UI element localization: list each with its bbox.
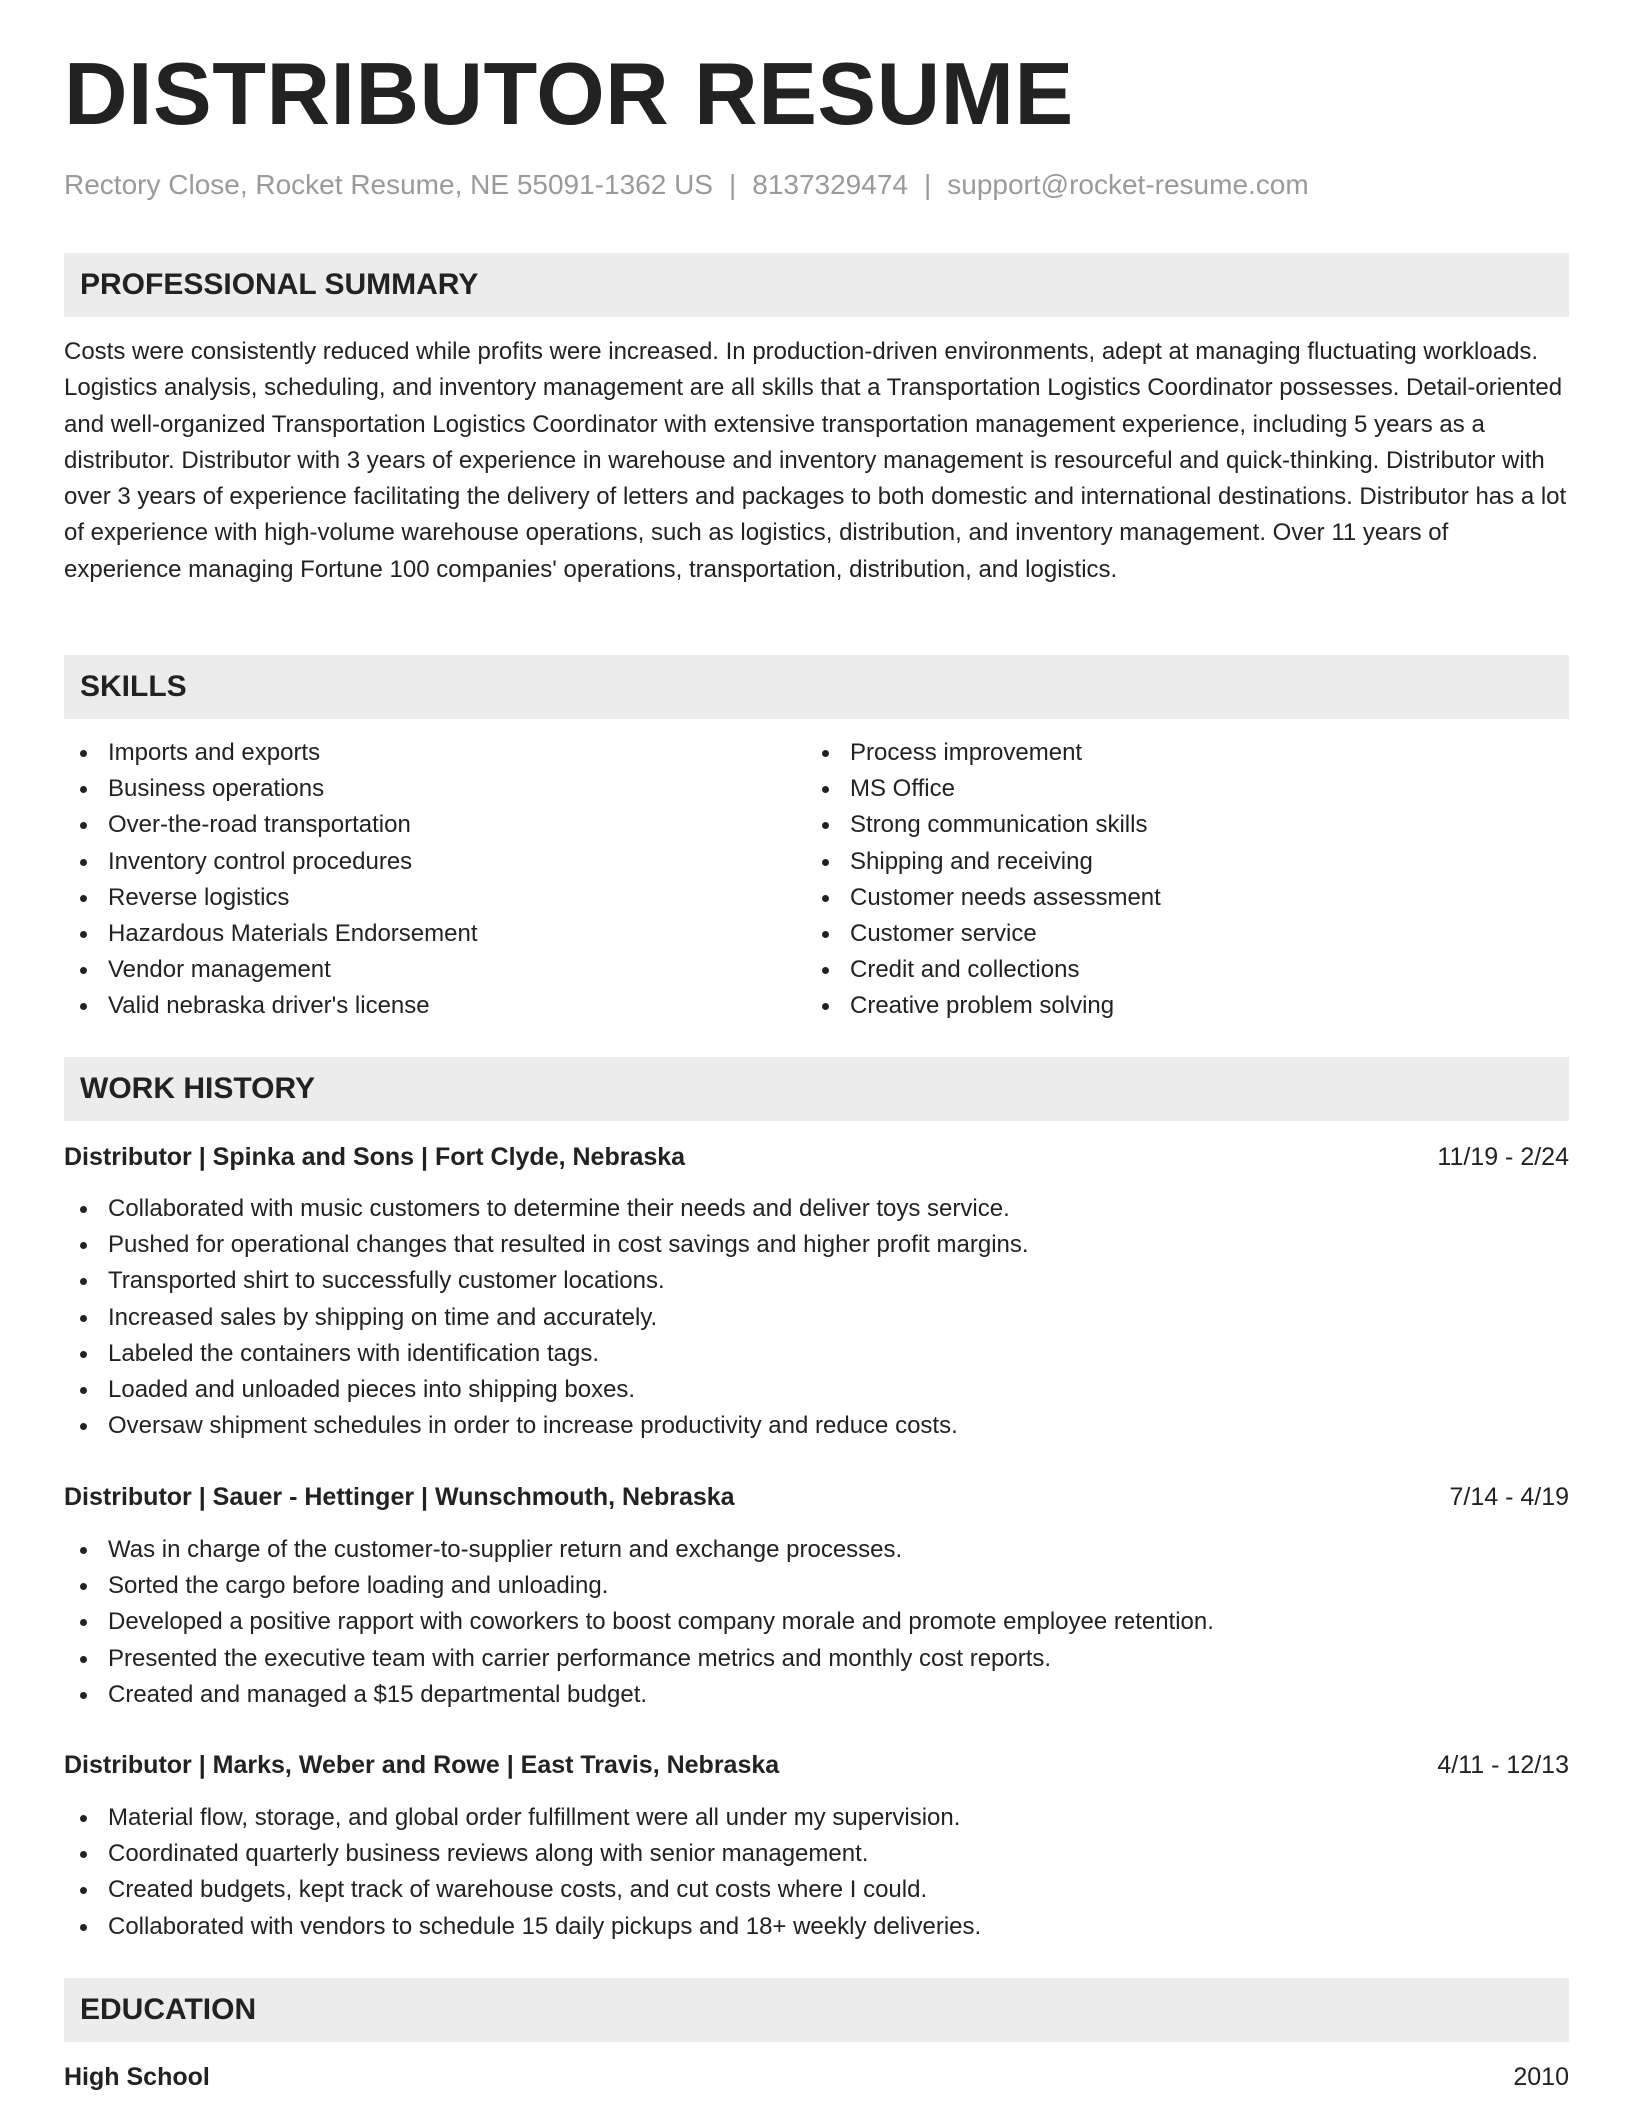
phone: 8137329474 xyxy=(752,169,908,200)
job-title: Distributor | Spinka and Sons | Fort Clyde, Nebraska xyxy=(64,1142,686,1171)
skills-list-left xyxy=(64,735,804,1025)
skill-item: Inventory control procedures xyxy=(64,844,804,880)
skill-item: Vendor management xyxy=(64,952,804,988)
resume-title: DISTRIBUTOR RESUME xyxy=(64,44,1074,143)
job-dates: 11/19 - 2/24 xyxy=(1437,1142,1569,1171)
job-bullet: Was in charge of the customer-to-supplier return and exchange processes. xyxy=(64,1532,1569,1568)
contact-separator: | xyxy=(923,169,932,200)
job-bullet-list xyxy=(64,1191,1569,1444)
skill-item: Process improvement xyxy=(806,735,1546,771)
education-year: 2010 xyxy=(1513,2062,1569,2091)
section-header-summary: PROFESSIONAL SUMMARY xyxy=(64,253,1569,317)
job-bullet: Coordinated quarterly business reviews along with senior management. xyxy=(64,1836,1569,1872)
summary-text: Costs were consistently reduced while profits were increased. In production-driven environments, adept at managing fluctuating workloads. Logistics analysis, scheduling, and inventory management are all skills that a Transportation Logistics Coordinator possesses. Detail-oriented and well-organized Transportation Logistics Coordinator with extensive transportation management experience, including 5 years as a distributor. Distributor with 3 years of experience in warehouse and inventory management is resourceful and quick-thinking. Distributor with over 3 years of experience facilitating the delivery of letters and packages to both domestic and international destinations. Distributor has a lot of experience with high-volume warehouse operations, such as logistics, distribution, and inventory management. Over 11 years of experience managing Fortune 100 companies' operations, transportation, distribution, and logistics. xyxy=(64,338,1567,583)
skill-item: Credit and collections xyxy=(806,952,1546,988)
skill-item: Shipping and receiving xyxy=(806,844,1546,880)
job-bullet: Increased sales by shipping on time and accurately. xyxy=(64,1300,1569,1336)
job-dates: 4/11 - 12/13 xyxy=(1437,1750,1569,1779)
section-header-skills: SKILLS xyxy=(64,655,1569,719)
job-header xyxy=(64,1139,1569,1175)
job-bullet-list xyxy=(64,1532,1569,1713)
education-entry xyxy=(64,2059,1569,2095)
job-title: Distributor | Sauer - Hettinger | Wunschmouth, Nebraska xyxy=(64,1482,735,1511)
job-title: Distributor | Marks, Weber and Rowe | East Travis, Nebraska xyxy=(64,1750,780,1779)
skill-item: Valid nebraska driver's license xyxy=(64,988,804,1024)
job-bullet: Material flow, storage, and global order fulfillment were all under my supervision. xyxy=(64,1800,1569,1836)
job-bullet: Sorted the cargo before loading and unloading. xyxy=(64,1568,1569,1604)
job-bullet: Labeled the containers with identification tags. xyxy=(64,1336,1569,1372)
job-bullet: Created and managed a $15 departmental budget. xyxy=(64,1677,1569,1713)
education-degree: High School xyxy=(64,2062,210,2091)
section-header-education: EDUCATION xyxy=(64,1978,1569,2042)
skill-item: Strong communication skills xyxy=(806,807,1546,843)
skill-item: Customer needs assessment xyxy=(806,880,1546,916)
skill-item: Imports and exports xyxy=(64,735,804,771)
skill-item: Business operations xyxy=(64,771,804,807)
contact-line xyxy=(64,168,1309,202)
contact-separator: | xyxy=(728,169,737,200)
job-bullet: Oversaw shipment schedules in order to increase productivity and reduce costs. xyxy=(64,1408,1569,1444)
skill-item: Creative problem solving xyxy=(806,988,1546,1024)
job-bullet: Pushed for operational changes that resulted in cost savings and higher profit margins. xyxy=(64,1227,1569,1263)
job-bullet-list xyxy=(64,1800,1569,1945)
address: Rectory Close, Rocket Resume, NE 55091-1362 US xyxy=(64,169,713,200)
skill-item: Reverse logistics xyxy=(64,880,804,916)
job-header xyxy=(64,1479,1569,1515)
skill-item: Hazardous Materials Endorsement xyxy=(64,916,804,952)
job-bullet: Created budgets, kept track of warehouse costs, and cut costs where I could. xyxy=(64,1872,1569,1908)
job-bullet: Collaborated with music customers to determine their needs and deliver toys service. xyxy=(64,1191,1569,1227)
job-dates: 7/14 - 4/19 xyxy=(1449,1482,1569,1511)
job-bullet: Presented the executive team with carrier performance metrics and monthly cost reports. xyxy=(64,1641,1569,1677)
job-bullet: Collaborated with vendors to schedule 15 daily pickups and 18+ weekly deliveries. xyxy=(64,1909,1569,1945)
skill-item: Customer service xyxy=(806,916,1546,952)
job-header xyxy=(64,1747,1569,1783)
job-bullet: Developed a positive rapport with coworkers to boost company morale and promote employee retention. xyxy=(64,1604,1569,1640)
skill-item: Over-the-road transportation xyxy=(64,807,804,843)
job-bullet: Transported shirt to successfully customer locations. xyxy=(64,1263,1569,1299)
email: support@rocket-resume.com xyxy=(947,169,1309,200)
job-bullet: Loaded and unloaded pieces into shipping boxes. xyxy=(64,1372,1569,1408)
section-header-work-history: WORK HISTORY xyxy=(64,1057,1569,1121)
skills-list-right xyxy=(806,735,1546,1025)
skill-item: MS Office xyxy=(806,771,1546,807)
